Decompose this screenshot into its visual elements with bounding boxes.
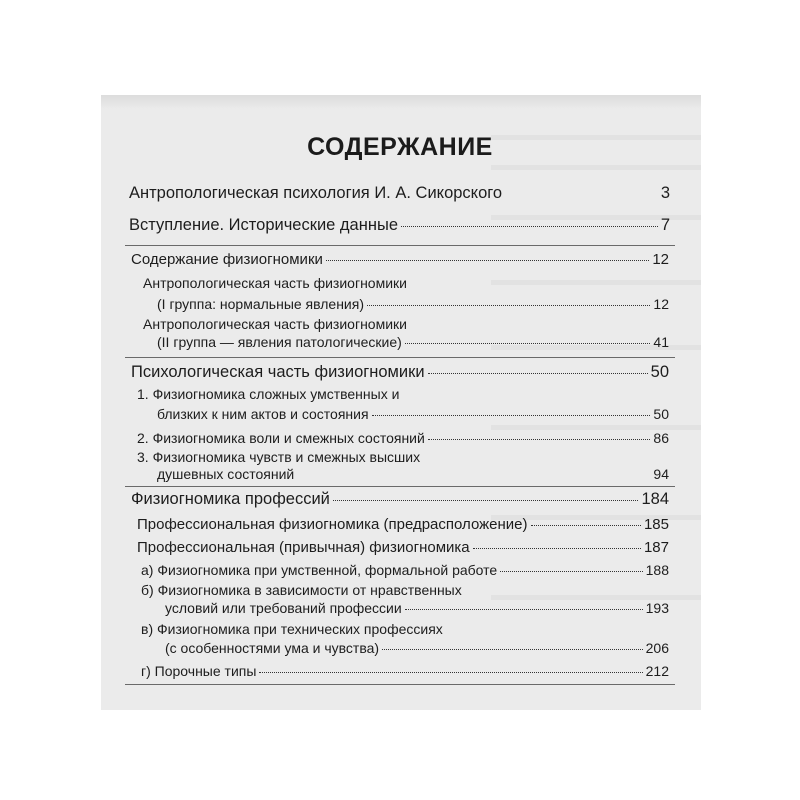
dot-leader — [500, 571, 642, 572]
toc-entry-page: 184 — [641, 490, 669, 508]
toc-entry — [137, 430, 669, 446]
dot-leader — [326, 260, 649, 261]
toc-entry-page: 193 — [645, 600, 669, 616]
toc-entry-label: (с особенностями ума и чувства) — [165, 640, 380, 656]
toc-entry-label: 2. Физиогномика воли и смежных состояний — [137, 430, 425, 446]
toc-entry-label: Профессиональная (привычная) физиогномика — [137, 539, 470, 556]
toc-entry-page: 12 — [653, 296, 669, 312]
toc-entry — [157, 466, 669, 482]
toc-entry-label: Вступление. Исторические данные — [129, 216, 398, 234]
section-divider — [125, 357, 675, 358]
section-divider — [125, 245, 675, 246]
toc-entry-label: б) Физиогномика в зависимости от нравственных — [141, 582, 462, 598]
toc-entry — [157, 296, 669, 312]
toc-entry-label: душевных состояний — [157, 466, 295, 482]
dot-leader — [473, 548, 641, 549]
toc-entry — [131, 251, 669, 268]
toc-entry-page: 187 — [643, 539, 669, 556]
toc-entry-label: (II группа — явления патологические) — [157, 334, 402, 350]
toc-entry-label: в) Физиогномика при технических профессиях — [141, 621, 443, 637]
toc-entry-label: Физиогномика профессий — [131, 490, 330, 508]
toc-entry — [137, 539, 669, 556]
toc-entry-page: 188 — [645, 562, 669, 578]
toc-entry-label: Содержание физиогномики — [131, 251, 323, 268]
dot-leader — [531, 525, 641, 526]
toc-entry — [137, 516, 669, 533]
toc-entry-page: 94 — [653, 466, 669, 482]
toc-entry-label: Профессиональная физиогномика (предрасположение) — [137, 516, 528, 533]
contents-title: СОДЕРЖАНИЕ — [307, 133, 493, 161]
toc-entry — [165, 640, 669, 656]
dot-leader — [428, 439, 651, 440]
section-divider — [125, 684, 675, 685]
show-through-text — [491, 165, 701, 170]
toc-entry — [141, 562, 669, 578]
dot-leader — [405, 609, 643, 610]
dot-leader — [333, 500, 639, 501]
dot-leader — [382, 649, 643, 650]
toc-entry-label: (I группа: нормальные явления) — [157, 296, 364, 312]
toc-entry — [157, 406, 669, 422]
toc-entry-page: 212 — [645, 663, 669, 679]
dot-leader — [372, 415, 651, 416]
toc-entry-label: 3. Физиогномика чувств и смежных высших — [137, 449, 421, 465]
toc-entry-label: Антропологическая часть физиогномики — [143, 316, 407, 332]
dot-leader — [405, 343, 651, 344]
toc-entry — [157, 334, 669, 350]
toc-entry-page: 185 — [643, 516, 669, 533]
dot-leader — [401, 226, 658, 227]
toc-entry-label: а) Физиогномика при умственной, формальной работе — [141, 562, 498, 578]
toc-entry-page: 206 — [645, 640, 669, 656]
toc-entry-label: Антропологическая часть физиогномики — [143, 275, 407, 291]
toc-entry-label: Антропологическая психология И. А. Сикорского — [129, 184, 503, 202]
section-divider — [125, 486, 675, 487]
toc-entry — [129, 184, 670, 203]
toc-entry — [129, 216, 670, 235]
toc-entry-label: близких к ним актов и состояния — [157, 406, 369, 422]
toc-entry — [141, 663, 669, 679]
toc-entry-label: 1. Физиогномика сложных умственных и — [137, 386, 400, 402]
toc-entry-label: условий или требований профессии — [165, 600, 402, 616]
toc-entry-label: г) Порочные типы — [141, 663, 257, 679]
toc-entry-page: 12 — [652, 251, 669, 268]
toc-entry — [131, 363, 669, 382]
toc-entry-page: 41 — [653, 334, 669, 350]
show-through-text — [491, 280, 701, 285]
toc-entry — [165, 600, 669, 616]
toc-entry-label: Психологическая часть физиогномики — [131, 363, 425, 381]
dot-leader — [367, 305, 650, 306]
dot-leader — [428, 373, 648, 374]
toc-entry-page: 7 — [660, 216, 670, 234]
toc-entry-page: 3 — [660, 184, 670, 202]
toc-entry-page: 50 — [653, 406, 669, 422]
toc-entry-page: 50 — [650, 363, 669, 381]
toc-entry-page: 86 — [653, 430, 669, 446]
dot-leader — [259, 672, 642, 673]
toc-entry — [131, 490, 669, 509]
